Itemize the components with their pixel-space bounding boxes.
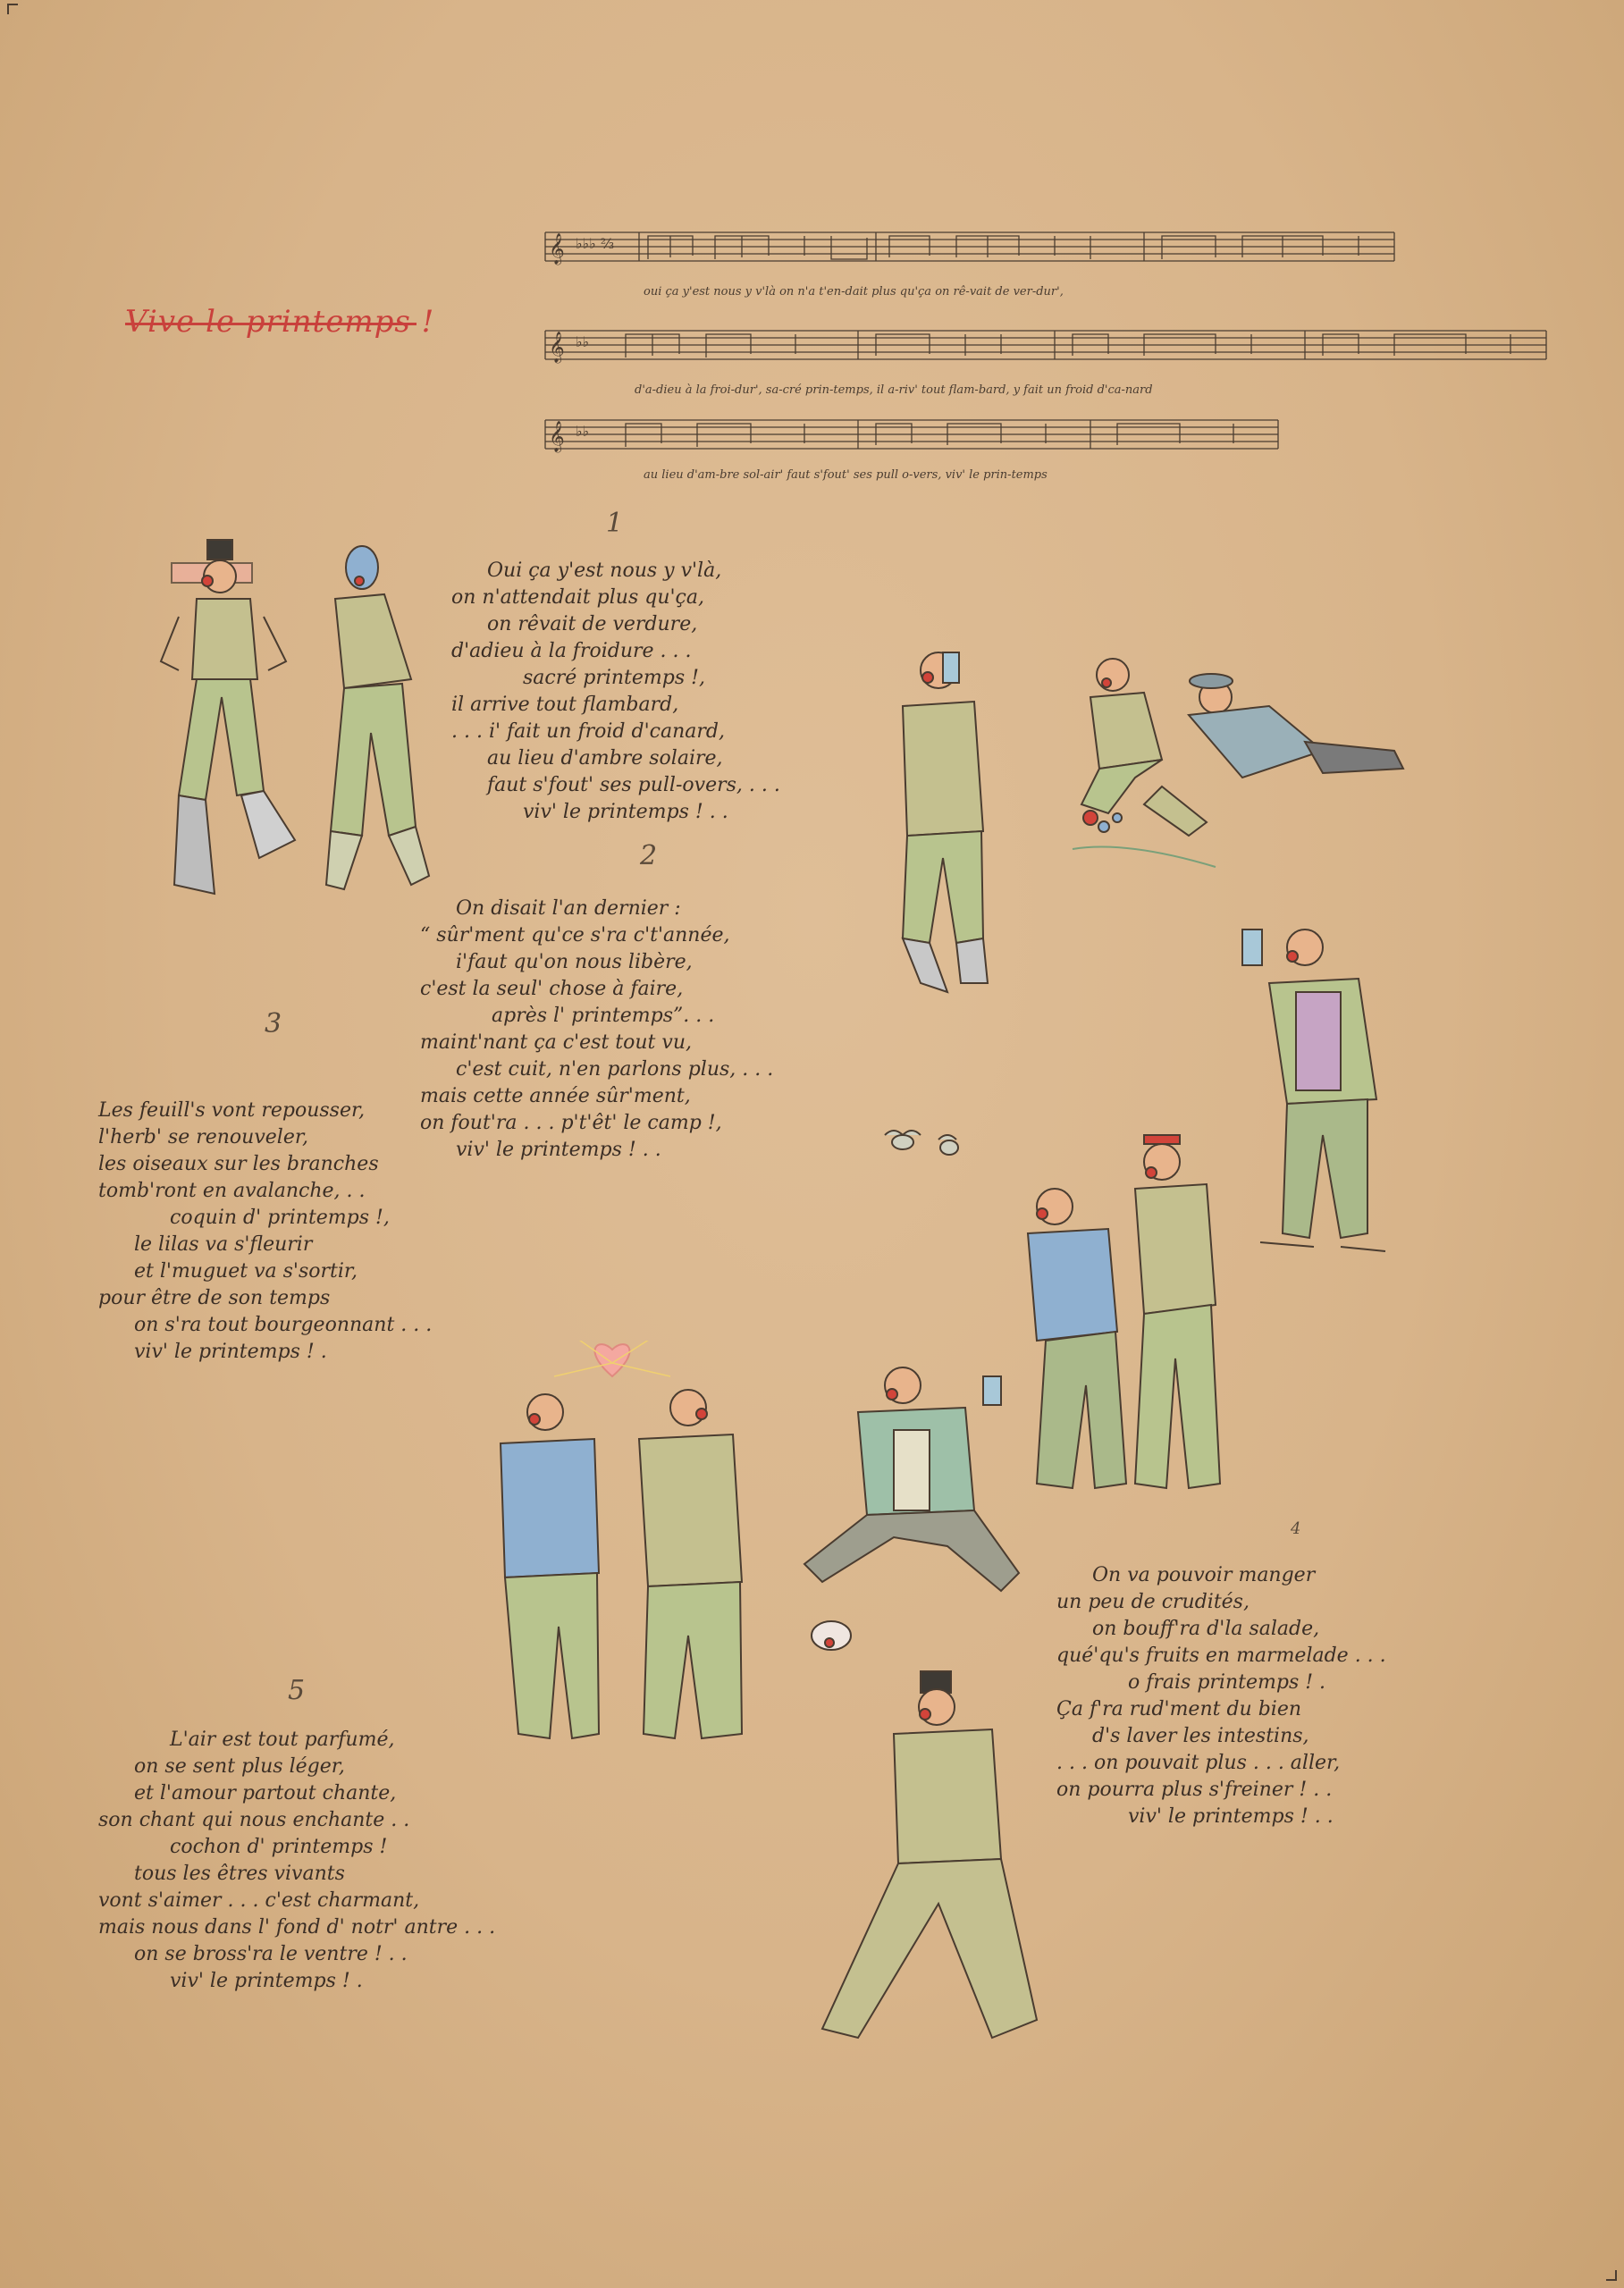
illustration-soldier-drinking: [876, 626, 1028, 1010]
verse-3: [98, 1098, 432, 1366]
lyrics-2: d'a-dieu à la froi-dur', sa-cré prin-temps, il a-riv' tout flam-bard, y fait un froid d'ca-nard: [635, 383, 1153, 397]
lyrics-3: au lieu d'am-bre sol-air' faut s'fout' ses pull o-vers, viv' le prin-temps: [644, 468, 1048, 482]
verse-line: on bouff'ra d'la salade,: [1092, 1618, 1320, 1640]
song-title: Vive le printemps !: [125, 304, 435, 340]
verse-line: o frais printemps ! .: [1128, 1671, 1326, 1694]
verse-line: . . . on pouvait plus . . . aller,: [1056, 1752, 1341, 1774]
verse-line: c'est la seul' chose à faire,: [420, 978, 684, 1000]
verse-line: pour être de son temps: [98, 1287, 331, 1309]
verse-line: on fout'ra . . . p't'êt' le camp !,: [420, 1112, 722, 1134]
verse-5: [98, 1727, 495, 1995]
music-score: [536, 223, 1564, 492]
verse-line: et l'muguet va s'sortir,: [134, 1260, 358, 1283]
verse-line: un peu de crudités,: [1056, 1591, 1250, 1613]
verse-line: les oiseaux sur les branches: [98, 1153, 379, 1175]
verse-line: . . . i' fait un froid d'canard,: [451, 720, 725, 743]
verse-line: on n'attendait plus qu'ça,: [451, 586, 704, 609]
verse-line: vont s'aimer . . . c'est charmant,: [98, 1889, 420, 1912]
svg-text:♭♭: ♭♭: [576, 423, 590, 440]
verse-line: Les feuill's vont repousser,: [98, 1099, 366, 1122]
verse-2-number: 2: [640, 840, 658, 871]
verse-line: on se sent plus léger,: [134, 1755, 345, 1778]
svg-text:♭♭♭ ⅔: ♭♭♭ ⅔: [576, 235, 615, 252]
verse-line: Ça f'ra rud'ment du bien: [1056, 1698, 1302, 1720]
verse-line: mais cette année sûr'ment,: [420, 1085, 691, 1107]
svg-text:𝄞: 𝄞: [549, 233, 565, 265]
verse-line: on pourra plus s'freiner ! . .: [1056, 1779, 1333, 1801]
verse-1: [451, 558, 780, 826]
verse-line: i'faut qu'on nous libère,: [456, 951, 693, 973]
verse-line: maint'nant ça c'est tout vu,: [420, 1031, 692, 1054]
verse-line: il arrive tout flambard,: [451, 694, 679, 716]
verse-2: [420, 896, 773, 1164]
lyrics-1: oui ça y'est nous y v'là on n'a t'en-dait plus qu'ça on rê-vait de ver-dur',: [644, 285, 1064, 299]
verse-line: On va pouvoir manger: [1092, 1564, 1316, 1586]
staff-3: [545, 420, 1278, 453]
corner-mark: [7, 4, 18, 14]
verse-3-number: 3: [265, 1008, 282, 1039]
verse-line: viv' le printemps ! .: [170, 1970, 363, 1992]
verse-1-number: 1: [606, 508, 624, 539]
illustration-soldiers-picking-flowers: [1037, 626, 1430, 885]
verse-line: d'adieu à la froidure . . .: [451, 640, 692, 662]
verse-5-number: 5: [288, 1675, 306, 1706]
verse-line: “ sûr'ment qu'ce s'ra c't'année,: [420, 924, 730, 946]
verse-line: tous les êtres vivants: [134, 1863, 345, 1885]
verse-line: c'est cuit, n'en parlons plus, . . .: [456, 1058, 774, 1081]
verse-line: coquin d' printemps !,: [170, 1207, 390, 1229]
verse-line: après l' printemps”. . .: [492, 1005, 715, 1027]
verse-line: cochon d' printemps !: [170, 1836, 388, 1858]
verse-line: viv' le printemps ! . .: [456, 1139, 661, 1161]
svg-text:𝄞: 𝄞: [549, 421, 565, 452]
verse-line: on rêvait de verdure,: [487, 613, 698, 635]
corner-mark: [1606, 2270, 1617, 2281]
staff-1: [545, 232, 1394, 265]
verse-line: d's laver les intestins,: [1092, 1725, 1309, 1747]
verse-line: faut s'fout' ses pull-overs, . . .: [487, 774, 780, 796]
verse-line: viv' le printemps ! .: [134, 1341, 327, 1363]
verse-line: et l'amour partout chante,: [134, 1782, 397, 1804]
verse-line: viv' le printemps ! . .: [1128, 1805, 1334, 1828]
verse-line: on se bross'ra le ventre ! . .: [134, 1943, 408, 1965]
verse-line: mais nous dans l' fond d' notr' antre . . .: [98, 1916, 496, 1939]
verse-line: son chant qui nous enchante . .: [98, 1809, 410, 1831]
verse-line: l'herb' se renouveler,: [98, 1126, 308, 1148]
illustration-birds: [876, 1117, 983, 1171]
verse-line: L'air est tout parfumé,: [170, 1729, 395, 1751]
verse-line: qué'qu's fruits en marmelade . . .: [1056, 1644, 1386, 1667]
verse-4-number: 4: [1291, 1519, 1301, 1538]
verse-line: sacré printemps !,: [523, 667, 705, 689]
illustration-two-soldiers-cold: [152, 527, 465, 912]
illustration-soldier-sitting: [787, 1358, 1055, 1609]
svg-text:♭♭: ♭♭: [576, 333, 590, 350]
verse-line: Oui ça y'est nous y v'là,: [487, 559, 722, 582]
verse-line: au lieu d'ambre solaire,: [487, 747, 723, 770]
verse-line: on s'ra tout bourgeonnant . . .: [134, 1314, 433, 1336]
verse-line: tomb'ront en avalanche, . .: [98, 1180, 366, 1202]
staff-2: [545, 331, 1546, 364]
svg-text:𝄞: 𝄞: [549, 332, 565, 363]
verse-line: viv' le printemps ! . .: [523, 801, 728, 823]
verse-line: On disait l'an dernier :: [456, 897, 681, 920]
illustration-soldier-walking: [787, 1609, 1108, 2056]
verse-line: le lilas va s'fleurir: [134, 1233, 313, 1256]
illustration-couple-with-heart: [483, 1341, 778, 1823]
